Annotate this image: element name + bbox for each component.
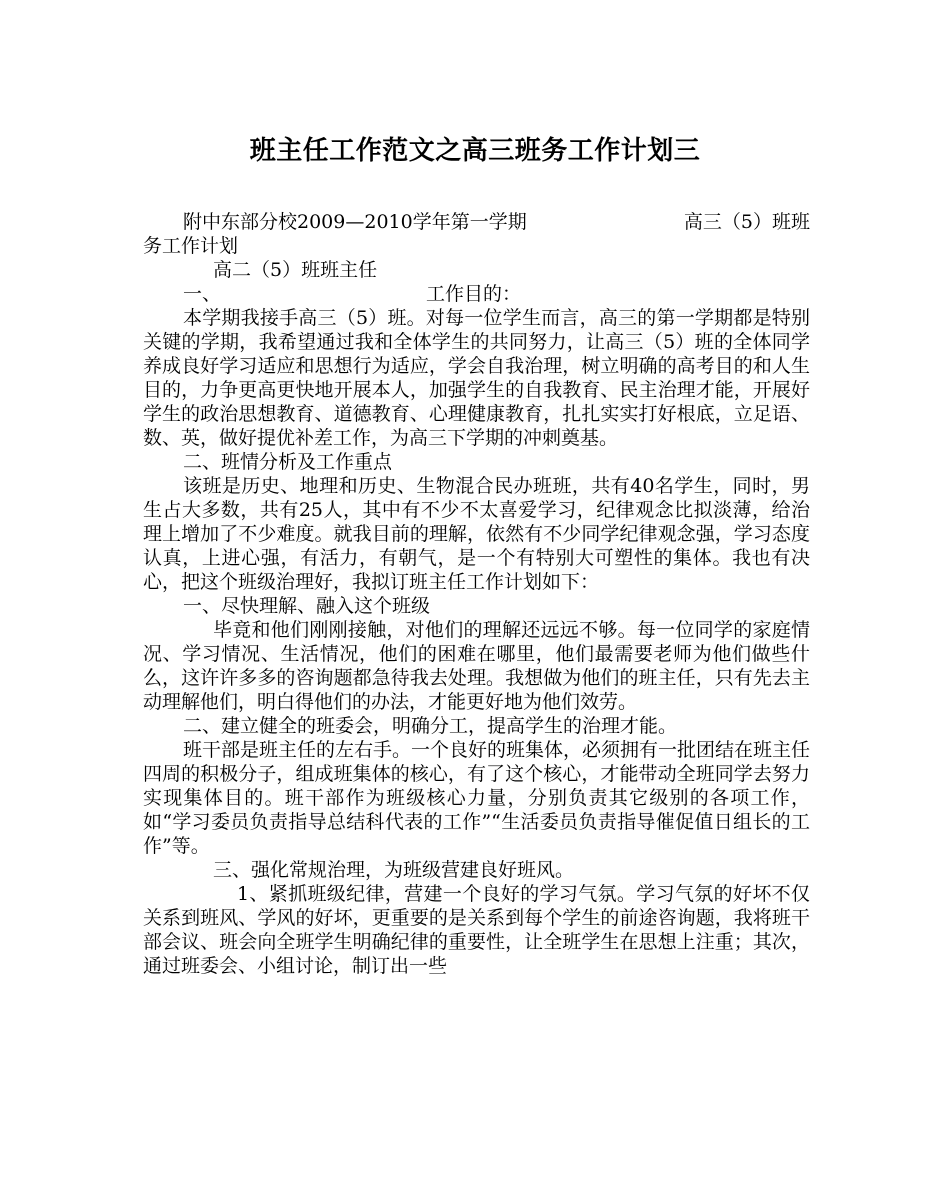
document-title: 班主任工作范文之高三班务工作计划三 [249,136,701,166]
paragraph-goals: 本学期我接手高三（5）班。对每一位学生而言，高三的第一学期都是特别关键的学期，我希望通过我和全体学生的共同努力，让高三（5）班的全体同学养成良好学习适应和思想行为适应，学会自我治理，树立明确的高考目的和人生目的，力争更高更快地开展本人，加强学生的自我教育、民主治理才能，开展好学生的政治思想教育、道德教育、心理健康教育，扎扎实实打好根底，立足语、数、英，做好提优补差工作，为高三下学期的冲刺奠基。 [143,307,810,449]
section1-heading-line [143,282,810,306]
document-body [143,210,810,978]
section1-number: 一、 [183,283,222,305]
section2-heading: 二、班情分析及工作重点 [183,451,393,473]
plan-name-part2: 务工作计划 [143,235,239,257]
school-term: 附中东部分校2009—2010学年第一学期 [183,211,527,233]
header-line [143,210,810,234]
item3-heading: 三、强化常规治理，为班级营建良好班风。 [213,859,575,881]
section1-heading: 工作目的： [426,283,522,305]
plan-name-part1: 高三（5）班班 [683,211,810,233]
paragraph-class-analysis: 该班是历史、地理和历史、生物混合民办班班，共有40名学生，同时，男生占大多数，共有25人，其中有不少不太喜爱学习，纪律观念比拟淡薄，给治理上增加了不少难度。就我目前的理解，依然有不少同学纪律观念强，学习态度认真，上进心强，有活力，有朝气，是一个有特别大可塑性的集体。我也有决心，把这个班级治理好，我拟订班主任工作计划如下： [143,475,810,593]
paragraph-class-committee: 班干部是班主任的左右手。一个良好的班集体，必须拥有一批团结在班主任四周的积极分子，组成班集体的核心，有了这个核心，才能带动全班同学去努力实现集体目的。班干部作为班级核心力量，分别负责其它级别的各项工作，如“学习委员负责指导总结科代表的工作”“生活委员负责指导催促值日组长的工作”等。 [143,739,811,857]
paragraph-discipline: 1、紧抓班级纪律，营建一个良好的学习气氛。学习气氛的好坏不仅关系到班风、学风的好坏，更重要的是关系到每个学生的前途咨询题，我将班干部会议、班会向全班学生明确纪律的重要性，让全班学生在思想上注重；其次，通过班委会、小组讨论，制订出一些 [143,883,810,977]
item2-heading: 二、建立健全的班委会，明确分工，提高学生的治理才能。 [183,715,678,737]
item1-heading: 一、尽快理解、融入这个班级 [183,595,431,617]
paragraph-understand-students: 毕竟和他们刚刚接触，对他们的理解还远远不够。每一位同学的家庭情况、学习情况、生活情况，他们的困难在哪里，他们最需要老师为他们做些什么，这许许多多的咨询题都急待我去处理。我想做为他们的班主任，只有先去主动理解他们，明白得他们的办法，才能更好地为他们效劳。 [143,619,810,713]
author-line: 高二（5）班班主任 [213,259,378,281]
